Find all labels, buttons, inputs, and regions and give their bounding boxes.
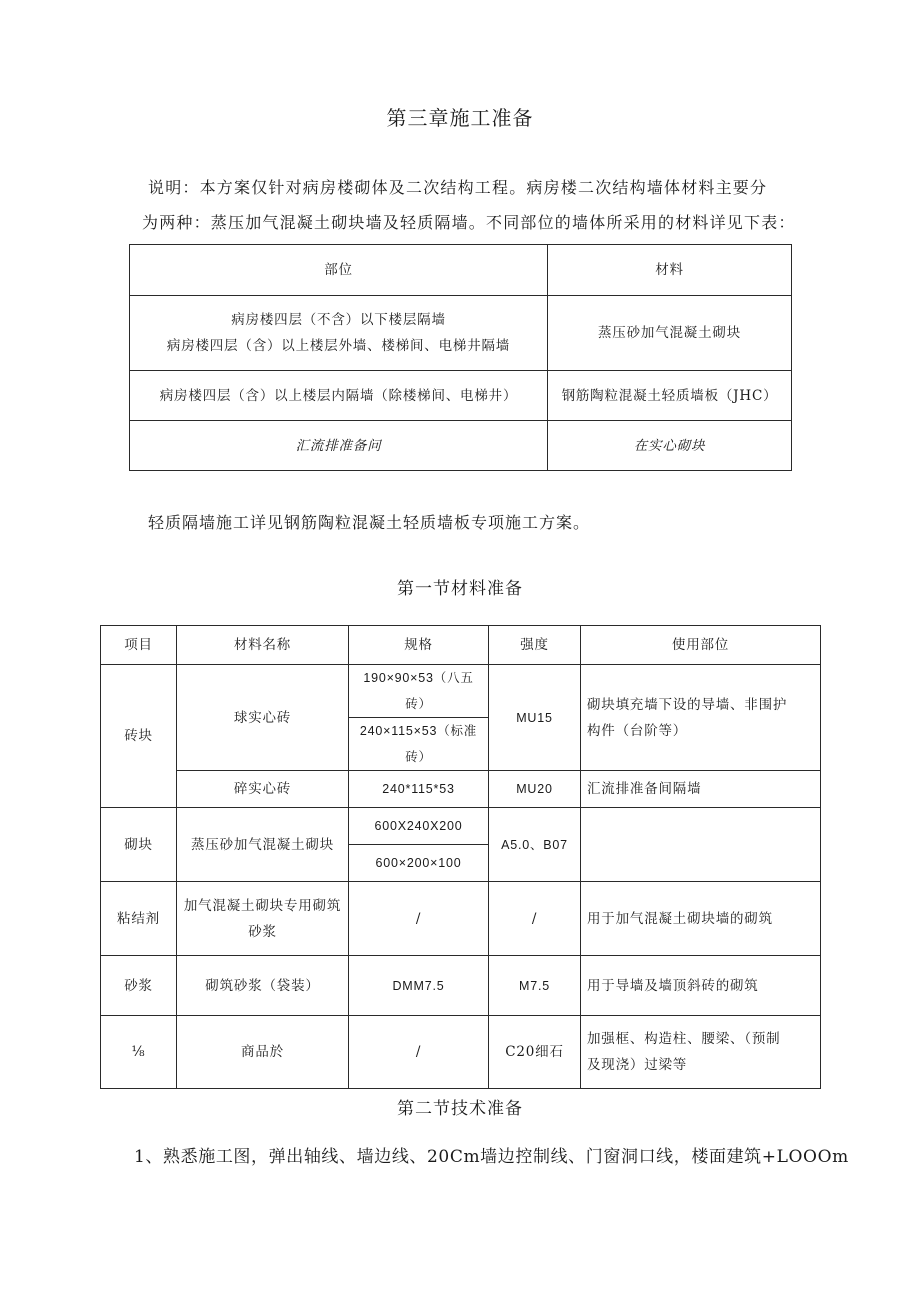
note-paragraph: 轻质隔墙施工详见钢筋陶粒混凝土轻质墙板专项施工方案。: [148, 513, 591, 532]
usage-cell: 用于加气混凝土砌块墙的砌筑: [581, 882, 821, 956]
spec-cell: 600X240X200: [349, 808, 489, 845]
spec-cell: /: [349, 882, 489, 956]
spec-cell: 240*115*53: [349, 771, 489, 808]
usage-cell: 用于导墙及墙顶斜砖的砌筑: [581, 956, 821, 1016]
item-concrete: ⅛: [101, 1016, 177, 1089]
spec-cell: [349, 665, 489, 718]
chapter-title: 第三章施工准备: [386, 106, 534, 130]
item-adhesive: 粘结剂: [101, 882, 177, 956]
spec-cell: [349, 718, 489, 771]
spec-line: 砖）: [405, 750, 432, 764]
section1-title: 第一节材料准备: [397, 579, 523, 599]
header-strength: 强度: [489, 626, 581, 665]
header-item: 项目: [101, 626, 177, 665]
location-line: 病房楼四层（不含）以下楼层隔墙: [231, 312, 446, 328]
header-location: 部位: [130, 245, 548, 296]
usage-line: 加强框、构造柱、腰梁、（预制: [587, 1031, 781, 1047]
name-line: 砂浆: [248, 923, 277, 940]
item-mortar: 砂浆: [101, 956, 177, 1016]
usage-line: 及现浇）过梁等: [587, 1057, 688, 1073]
header-material: 材料: [548, 245, 792, 296]
name-crushed-brick: 碎实心砖: [177, 771, 349, 808]
material-prep-table: [100, 625, 821, 1089]
strength-cell: C20细石: [489, 1016, 581, 1089]
wall-material-table: [129, 244, 792, 471]
strength-cell: /: [489, 882, 581, 956]
header-name: 材料名称: [177, 626, 349, 665]
name-aac-block: 蒸压砂加气混凝土砌块: [177, 808, 349, 882]
table-cell: [130, 296, 548, 371]
strength-cell: M7.5: [489, 956, 581, 1016]
spec-cell: DMM7.5: [349, 956, 489, 1016]
spec-line: 砖）: [405, 697, 432, 711]
item-block: 砌块: [101, 808, 177, 882]
intro-line-2: 为两种：蒸压加气混凝土砌块墙及轻质隔墙。不同部位的墙体所采用的材料详见下表：: [142, 213, 796, 232]
item1-paragraph: 1、熟悉施工图，弹出轴线、墙边线、20Cm墙边控制线、门窗洞口线，楼面建筑+LOOOm: [134, 1147, 849, 1167]
name-cell: 商品於: [177, 1016, 349, 1089]
usage-line: 砌块填充墙下设的导墙、非围护: [587, 696, 788, 713]
spec-cell: /: [349, 1016, 489, 1089]
spec-line: 190×90×53（八五: [363, 671, 474, 685]
strength-a5: A5.0、B07: [489, 808, 581, 882]
item-brick: 砖块: [101, 665, 177, 808]
usage-cell: [581, 808, 821, 882]
table-cell: 钢筋陶粒混凝土轻质墙板（JHC）: [548, 371, 792, 421]
spec-line: 240×115×53（标准: [359, 724, 478, 738]
spec-cell: 600×200×100: [349, 845, 489, 882]
header-spec: 规格: [349, 626, 489, 665]
name-line: 加气混凝土砌块专用砌筑: [183, 897, 342, 914]
location-line: 病房楼四层（含）以上楼层外墙、楼梯间、电梯井隔墙: [166, 338, 511, 354]
table-cell: 在实心砌块: [548, 421, 792, 471]
table-cell: 病房楼四层（含）以上楼层内隔墙（除楼梯间、电梯井）: [130, 371, 548, 421]
name-cell: 砌筑砂浆（袋装）: [177, 956, 349, 1016]
strength-mu15: MU15: [489, 665, 581, 771]
name-solid-brick: 球实心砖: [177, 665, 349, 771]
table-cell: 汇流排准备问: [130, 421, 548, 471]
usage-cell: 汇流排准备间隔墙: [581, 771, 821, 808]
header-usage: 使用部位: [581, 626, 821, 665]
intro-line-1: 说明：本方案仅针对病房楼砌体及二次结构工程。病房楼二次结构墙体材料主要分: [148, 178, 768, 197]
section2-title: 第二节技术准备: [397, 1099, 523, 1119]
name-cell: [177, 882, 349, 956]
strength-mu20: MU20: [489, 771, 581, 808]
table-cell: 蒸压砂加气混凝土砌块: [548, 296, 792, 371]
usage-cell: [581, 665, 821, 771]
usage-cell: [581, 1016, 821, 1089]
usage-line: 构件（台阶等）: [587, 722, 688, 739]
